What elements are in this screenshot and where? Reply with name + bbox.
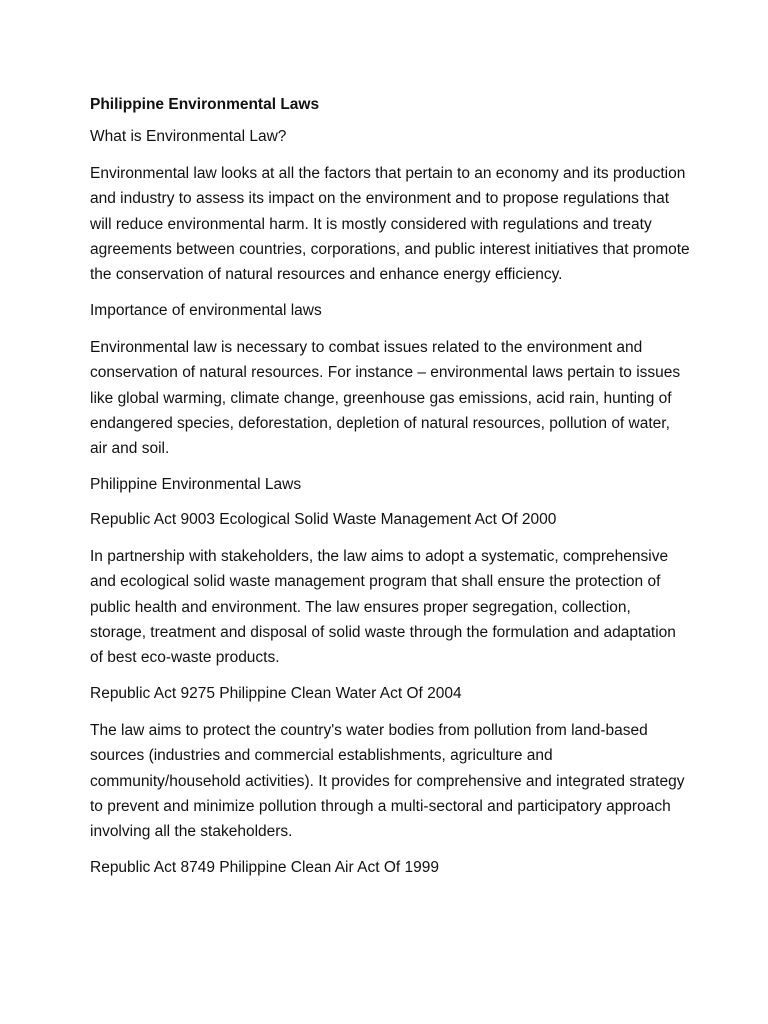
- paragraph-importance: Environmental law is necessary to combat issues related to the environment and conservation of natural resources. For instance – environmental laws pertain to issues like global warming, climate change, greenhouse gas emissions, acid rain, hunting of endangered species, deforestation, depletion of natural resources, pollution of water, air and soil.: [90, 338, 681, 458]
- section-heading-what-is-law: What is Environmental Law?: [90, 128, 287, 145]
- paragraph-definition: Environmental law looks at all the factors that pertain to an economy and its production and industry to assess its impact on the environment and to propose regulations that will reduce environmental harm. It is mostly considered with regulations and treaty agreements between countries, corporations, and public interest initiatives that promote the conservation of natural resources and enhance energy efficiency.: [90, 165, 690, 284]
- document-title: Philippine Environmental Laws: [90, 96, 320, 113]
- paragraph-ra-9003: In partnership with stakeholders, the law aims to adopt a systematic, comprehensive and ecological solid waste management program that shall ensure the protection of public health and environment. The law ensures proper segregation, collection, storage, treatment and disposal of solid waste through the formulation and adaptation of best eco-waste products.: [90, 547, 676, 667]
- section-heading-ra-8749: Republic Act 8749 Philippine Clean Air Act Of 1999: [90, 858, 439, 876]
- section-heading-importance: Importance of environmental laws: [90, 301, 322, 319]
- paragraph-ra-9275: The law aims to protect the country's water bodies from pollution from land-based sources (industries and commercial establishments, agriculture and community/household activities). It provides for comprehensive and integrated strategy to prevent and minimize pollution through a multi-sectoral and participatory approach involving all the stakeholders.: [90, 721, 685, 841]
- section-heading-ra-9003: Republic Act 9003 Ecological Solid Waste Management Act Of 2000: [90, 510, 557, 528]
- section-heading-philippine-laws: Philippine Environmental Laws: [90, 475, 302, 493]
- document-body: [90, 94, 690, 892]
- section-heading-ra-9275: Republic Act 9275 Philippine Clean Water Act Of 2004: [90, 684, 462, 702]
